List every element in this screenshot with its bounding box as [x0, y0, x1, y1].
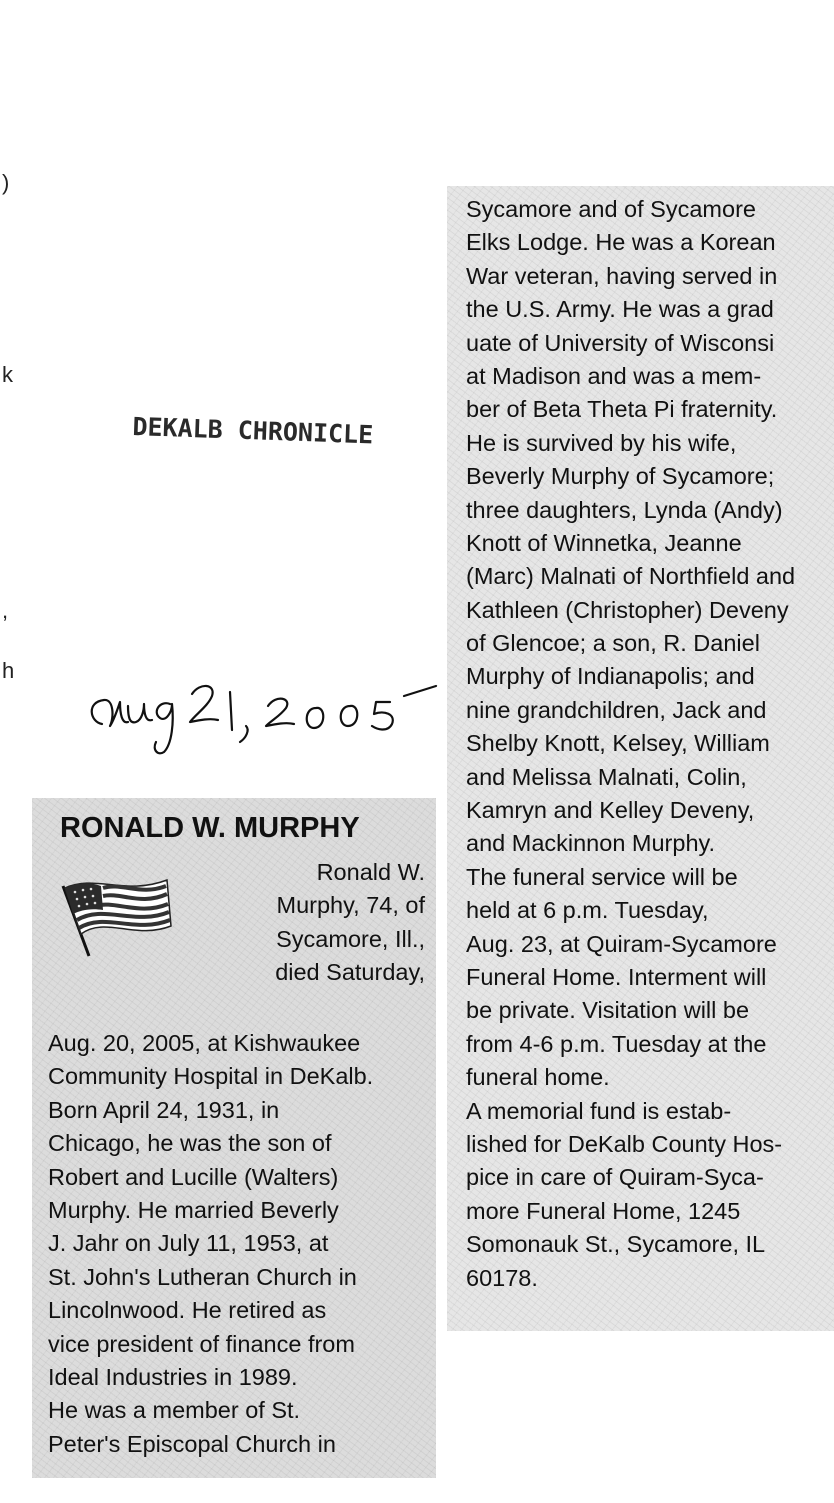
text-line: Beverly Murphy of Sycamore; [466, 463, 775, 490]
text-line: ber of Beta Theta Pi fraternity. [466, 396, 778, 423]
text-line: He was a member of St. [48, 1397, 301, 1424]
text-line: 60178. [466, 1264, 538, 1291]
text-line: He is survived by his wife, [466, 429, 737, 456]
text-line: pice in care of Quiram-Syca- [466, 1164, 764, 1191]
edge-mark: h [2, 658, 15, 683]
text-line: three daughters, Lynda (Andy) [466, 496, 783, 523]
text-line: J. Jahr on July 11, 1953, at [48, 1230, 329, 1257]
text-line: Sycamore and of Sycamore [466, 196, 756, 222]
obituary-headline: RONALD W. MURPHY [60, 812, 360, 844]
text-line: Ideal Industries in 1989. [48, 1363, 298, 1390]
text-line: funeral home. [466, 1064, 610, 1091]
text-line: at Madison and was a mem- [466, 362, 762, 389]
obituary-column-right [466, 193, 834, 1295]
text-line: of Glencoe; a son, R. Daniel [466, 630, 760, 657]
edge-mark: ) [2, 170, 10, 195]
text-line: Funeral Home. Interment will [466, 963, 767, 990]
text-line: lished for DeKalb County Hos- [466, 1130, 783, 1157]
text-line: be private. Visitation will be [466, 997, 750, 1024]
text-line: Aug. 20, 2005, at Kishwaukee [48, 1030, 361, 1056]
text-line: Peter's Episcopal Church in [48, 1430, 336, 1457]
text-line: vice president of finance from [48, 1330, 355, 1357]
text-line: Ronald W. [316, 859, 425, 885]
text-line: (Marc) Malnati of Northfield and [466, 563, 796, 590]
text-line: Elks Lodge. He was a Korean [466, 229, 776, 256]
text-line: Born April 24, 1931, in [48, 1096, 280, 1123]
text-line: Chicago, he was the son of [48, 1130, 332, 1157]
text-line: Lincolnwood. He retired as [48, 1297, 327, 1324]
text-line: St. John's Lutheran Church in [48, 1263, 357, 1290]
text-line: held at 6 p.m. Tuesday, [466, 897, 709, 924]
text-line: Sycamore, Ill., [276, 925, 425, 952]
text-line: Shelby Knott, Kelsey, William [466, 730, 770, 757]
text-line: Knott of Winnetka, Jeanne [466, 529, 742, 556]
text-line: Kamryn and Kelley Deveny, [466, 797, 755, 824]
text-line: Kathleen (Christopher) Deveny [466, 596, 789, 623]
text-line: Murphy of Indianapolis; and [466, 663, 755, 690]
text-line: A memorial fund is estab- [466, 1097, 732, 1124]
text-line: nine grandchildren, Jack and [466, 696, 767, 723]
obituary-intro [225, 856, 425, 990]
edge-mark: k [2, 362, 13, 387]
text-line: The funeral service will be [466, 863, 738, 890]
text-line: more Funeral Home, 1245 [466, 1197, 741, 1224]
text-line: and Melissa Malnati, Colin, [466, 763, 747, 790]
text-line: Robert and Lucille (Walters) [48, 1163, 339, 1190]
text-line: Community Hospital in DeKalb. [48, 1063, 374, 1090]
text-line: Aug. 23, at Quiram-Sycamore [466, 930, 777, 957]
text-line: Murphy. He married Beverly [48, 1196, 339, 1223]
text-line: Somonauk St., Sycamore, IL [466, 1231, 766, 1258]
page-edge-fragments [0, 170, 30, 1470]
text-line: died Saturday, [275, 959, 425, 986]
text-line: uate of University of Wisconsi [466, 329, 775, 356]
handwritten-date [80, 672, 440, 762]
text-line: Murphy, 74, of [276, 892, 425, 919]
text-line: War veteran, having served in [466, 262, 778, 289]
edge-mark: , [2, 598, 9, 623]
newspaper-stamp: DEKALB CHRONICLE [131, 412, 374, 450]
text-line: from 4-6 p.m. Tuesday at the [466, 1030, 767, 1057]
text-line: and Mackinnon Murphy. [466, 830, 716, 857]
obituary-column-left [48, 1027, 428, 1461]
text-line: the U.S. Army. He was a grad [466, 296, 774, 323]
american-flag-icon [55, 868, 175, 958]
